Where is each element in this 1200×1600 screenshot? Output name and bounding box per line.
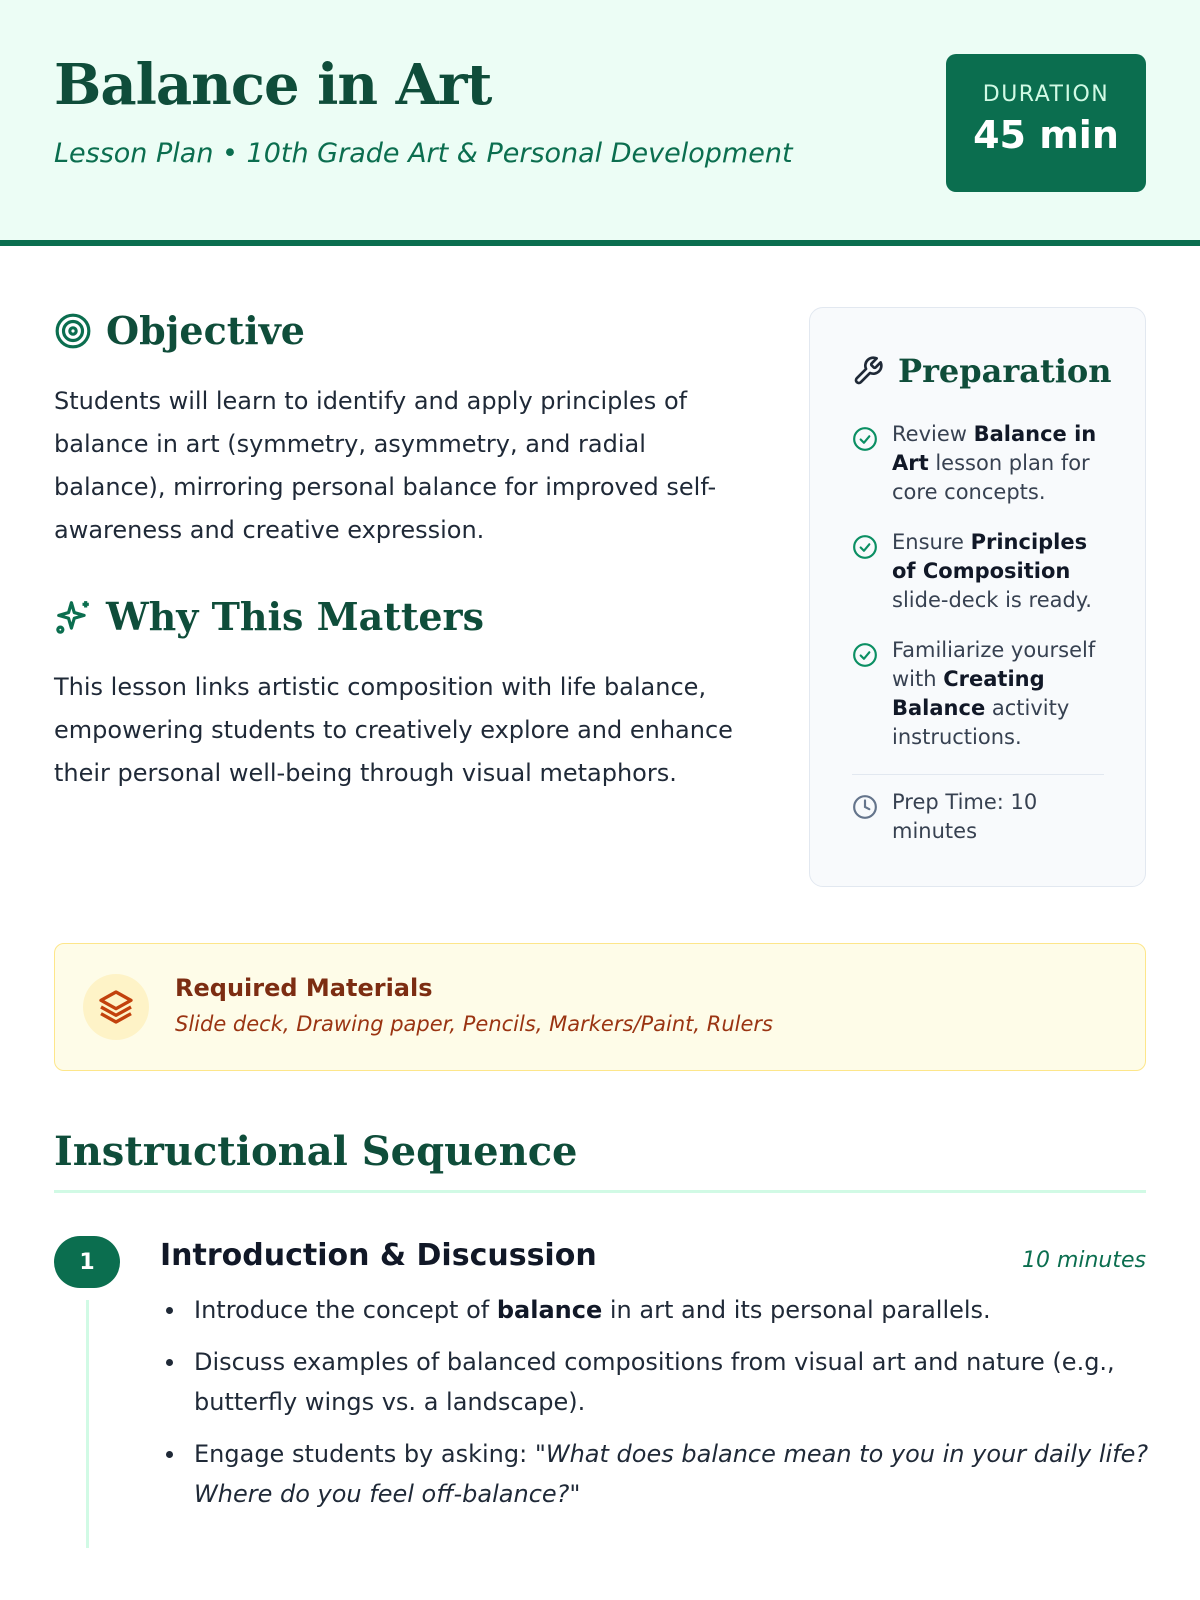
step-duration: 10 minutes <box>1021 1248 1146 1273</box>
sparkles-icon <box>54 598 92 636</box>
objective-heading <box>54 308 305 353</box>
duration-badge <box>946 54 1146 192</box>
check-circle-icon <box>852 426 878 452</box>
target-icon <box>54 312 92 350</box>
prep-item <box>852 636 1117 752</box>
objective-text: Students will learn to identify and apply principles of balance in art (symmetry, asymmetry, and radial balance), mirroring personal balance for improved self-awareness and creative expression. <box>54 387 717 544</box>
wrench-icon <box>852 355 884 387</box>
materials-list: Slide deck, Drawing paper, Pencils, Markers/Paint, Rulers <box>175 1012 773 1036</box>
step-bullet: Engage students by asking: "What does balance mean to you in your daily life? Where do you feel off-balance?" <box>160 1434 1150 1514</box>
why-text: This lesson links artistic composition with life balance, empowering students to creatively explore and enhance their personal well-being through visual metaphors. <box>54 673 733 787</box>
prep-time <box>852 788 1117 846</box>
step-timeline-line <box>86 1300 89 1548</box>
duration-label: DURATION <box>982 82 1110 107</box>
prep-time-text: Prep Time: 10 minutes <box>892 790 1038 843</box>
why-heading-text: Why This Matters <box>106 594 484 639</box>
prep-item <box>852 420 1117 507</box>
prep-item-text: Familiarize yourself with Creating Balance activity instructions. <box>892 638 1096 749</box>
why-heading <box>54 594 484 639</box>
sequence-divider <box>54 1190 1146 1193</box>
preparation-card <box>809 307 1146 887</box>
sequence-heading: Instructional Sequence <box>54 1128 578 1175</box>
step-bullet: Introduce the concept of balance in art and its personal parallels. <box>160 1290 1150 1330</box>
preparation-heading-text: Preparation <box>898 352 1112 390</box>
clock-icon <box>852 794 878 820</box>
prep-item-text: Ensure Principles of Composition slide-deck is ready. <box>892 530 1092 612</box>
check-circle-icon <box>852 642 878 668</box>
prep-item-text: Review Balance in Art lesson plan for core concepts. <box>892 422 1097 504</box>
check-circle-icon <box>852 534 878 560</box>
prep-divider <box>852 774 1104 775</box>
page-title: Balance in Art <box>54 52 492 118</box>
page-subtitle: Lesson Plan • 10th Grade Art & Personal Development <box>54 138 793 169</box>
materials-heading: Required Materials <box>175 974 433 1002</box>
step-bullets <box>160 1290 1150 1526</box>
materials-icon-badge <box>83 974 149 1040</box>
prep-item <box>852 528 1117 615</box>
step-bullet: Discuss examples of balanced compositions from visual art and nature (e.g., butterfly wings vs. a landscape). <box>160 1342 1150 1422</box>
step-title: Introduction & Discussion <box>160 1238 597 1273</box>
layers-icon <box>96 987 136 1027</box>
objective-heading-text: Objective <box>106 308 305 353</box>
materials-callout <box>54 943 1146 1071</box>
duration-value: 45 min <box>973 113 1119 157</box>
step-number-badge: 1 <box>54 1236 120 1288</box>
preparation-heading <box>852 352 1112 390</box>
lesson-header <box>0 0 1200 246</box>
